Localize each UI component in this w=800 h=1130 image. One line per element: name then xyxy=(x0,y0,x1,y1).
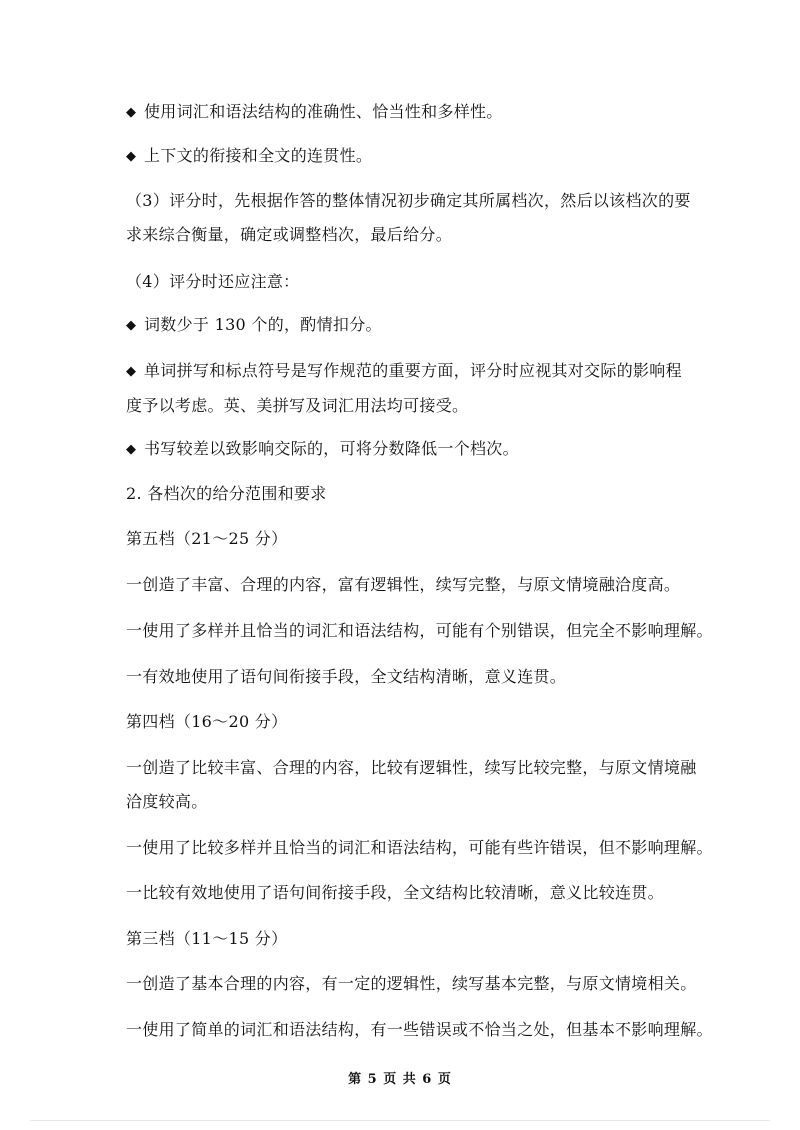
line-text: 第五档（21～25 分） xyxy=(126,529,288,548)
text-line xyxy=(126,758,701,778)
line-text: （4）评分时还应注意： xyxy=(126,272,300,291)
bullet-icon: ◆ xyxy=(126,149,137,164)
text-line xyxy=(126,667,701,687)
line-text: 上下文的衔接和全文的连贯性。 xyxy=(144,146,373,165)
text-line xyxy=(126,191,701,211)
page-bottom-edge xyxy=(30,1120,770,1121)
text-line xyxy=(126,315,701,336)
line-text: 使用词汇和语法结构的准确性、恰当性和多样性。 xyxy=(144,102,503,121)
line-text: 第三档（11～15 分） xyxy=(126,929,288,948)
text-line xyxy=(126,929,701,949)
text-line xyxy=(126,272,701,292)
text-line xyxy=(126,529,701,549)
text-line xyxy=(126,1020,713,1040)
line-text: 一创造了丰富、合理的内容，富有逻辑性，续写完整，与原文情境融洽度高。 xyxy=(126,575,681,594)
text-line xyxy=(126,102,701,123)
text-line xyxy=(126,621,713,641)
line-text: 求来综合衡量，确定或调整档次，最后给分。 xyxy=(126,225,453,244)
text-line xyxy=(126,439,701,460)
text-line xyxy=(126,974,701,994)
text-line xyxy=(126,575,701,595)
line-text: 一创造了比较丰富、合理的内容，比较有逻辑性，续写比较完整，与原文情境融 xyxy=(126,758,697,777)
line-text: 一有效地使用了语句间衔接手段，全文结构清晰，意义连贯。 xyxy=(126,667,567,686)
text-line xyxy=(126,838,713,858)
line-text: 第四档（16～20 分） xyxy=(126,712,288,731)
line-text: 一比较有效地使用了语句间衔接手段，全文结构比较清晰，意义比较连贯。 xyxy=(126,883,664,902)
text-line xyxy=(126,146,701,167)
line-text: 2. 各档次的给分范围和要求 xyxy=(126,484,327,503)
bullet-icon: ◆ xyxy=(126,442,137,457)
line-text: 洽度较高。 xyxy=(126,792,208,811)
text-line xyxy=(126,396,701,416)
text-line xyxy=(126,225,701,245)
line-text: 词数少于 130 个的，酌情扣分。 xyxy=(144,315,382,334)
bullet-icon: ◆ xyxy=(126,318,137,333)
text-line xyxy=(126,712,701,732)
bullet-icon: ◆ xyxy=(126,364,137,379)
page-number-footer: 第 5 页 共 6 页 xyxy=(348,1072,452,1087)
text-line xyxy=(126,484,701,504)
line-text: 一使用了简单的词汇和语法结构，有一些错误或不恰当之处，但基本不影响理解。 xyxy=(126,1020,713,1039)
line-text: 一使用了比较多样并且恰当的词汇和语法结构，可能有些许错误，但不影响理解。 xyxy=(126,838,713,857)
text-line xyxy=(126,792,701,812)
text-line xyxy=(126,361,701,382)
line-text: 一创造了基本合理的内容，有一定的逻辑性，续写基本完整，与原文情境相关。 xyxy=(126,974,697,993)
line-text: 单词拼写和标点符号是写作规范的重要方面，评分时应视其对交际的影响程 xyxy=(144,361,682,380)
line-text: （3）评分时，先根据作答的整体情况初步确定其所属档次，然后以该档次的要 xyxy=(126,191,691,210)
line-text: 书写较差以致影响交际的，可将分数降低一个档次。 xyxy=(144,439,519,458)
bullet-icon: ◆ xyxy=(126,105,137,120)
line-text: 度予以考虑。英、美拼写及词汇用法均可接受。 xyxy=(126,396,469,415)
line-text: 一使用了多样并且恰当的词汇和语法结构，可能有个别错误，但完全不影响理解。 xyxy=(126,621,713,640)
text-line xyxy=(126,883,701,903)
